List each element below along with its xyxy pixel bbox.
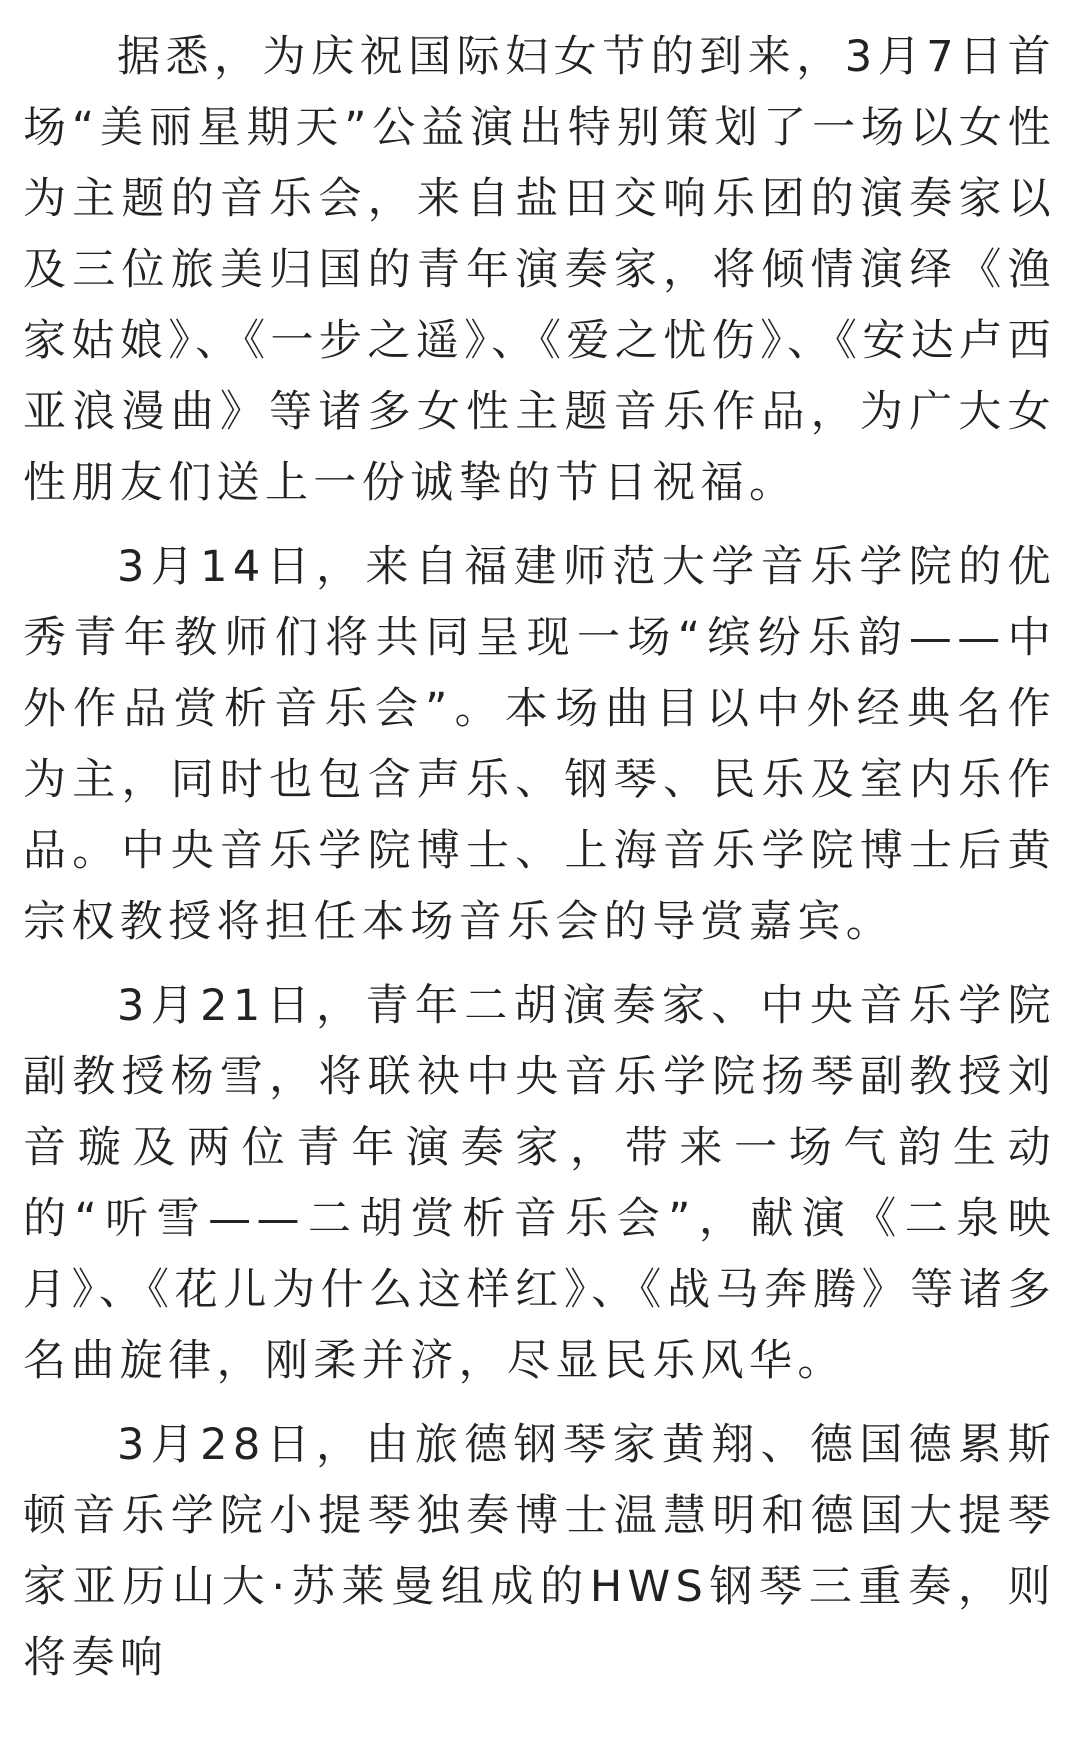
paragraph-march-21-erhu-concert: 3月21日，青年二胡演奏家、中央音乐学院副教授杨雪，将联袂中央音乐学院扬琴副教授刘音璇及两位青年演奏家，带来一场气韵生动的“听雪——二胡赏析音乐会”，献演《二泉映月》、《花儿为什么这样红》、《战马奔腾》等诸多名曲旋律，刚柔并济，尽显民乐风华。	[23, 981, 1056, 1386]
paragraph-march-28-trio: 3月28日，由旅德钢琴家黄翔、德国德累斯顿音乐学院小提琴独奏博士温慧明和德国大提琴家亚历山大·苏莱曼组成的HWS钢琴三重奏，则将奏响	[23, 1420, 1056, 1683]
article-body	[23, 22, 1056, 1694]
paragraph-march-14-concert: 3月14日，来自福建师范大学音乐学院的优秀青年教师们将共同呈现一场“缤纷乐韵——中外作品赏析音乐会”。本场曲目以中外经典名作为主，同时也包含声乐、钢琴、民乐及室内乐作品。中央音乐学院博士、上海音乐学院博士后黄宗权教授将担任本场音乐会的导赏嘉宾。	[23, 542, 1056, 947]
paragraph-womens-day-concert: 据悉，为庆祝国际妇女节的到来，3月7日首场“美丽星期天”公益演出特别策划了一场以女性为主题的音乐会，来自盐田交响乐团的演奏家以及三位旅美归国的青年演奏家，将倾情演绎《渔家姑娘》、《一步之遥》、《爱之忧伤》、《安达卢西亚浪漫曲》等诸多女性主题音乐作品，为广大女性朋友们送上一份诚挚的节日祝福。	[23, 32, 1056, 508]
